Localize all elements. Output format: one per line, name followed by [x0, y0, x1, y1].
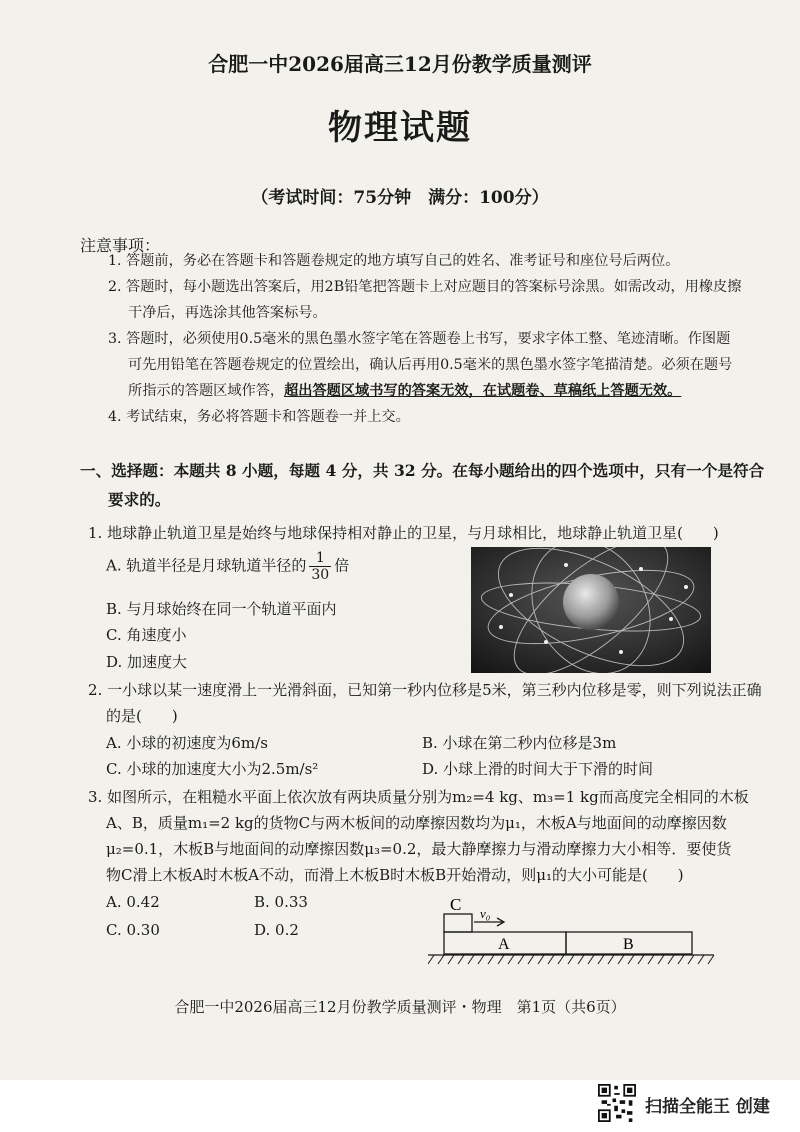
section-heading: [80, 456, 764, 514]
note-3-underlined: 超出答题区域书写的答案无效，在试题卷、草稿纸上答题无效。: [284, 383, 682, 399]
q2-option-c: C. 小球的加速度大小为2.5m/s²: [106, 760, 319, 778]
q2-stem-1: 2. 一小球以某一速度滑上一光滑斜面，已知第一秒内位移是5米，第三秒内位移是零，则下列说法正确: [88, 681, 762, 699]
notes-heading: 注意事项：: [80, 236, 161, 255]
subject-title: 物理试题: [328, 108, 472, 148]
note-1: 1. 答题前，务必在答题卡和答题卷规定的地方填写自己的姓名、准考证号和座位号后两位。: [108, 253, 680, 269]
label-b: B: [623, 936, 634, 953]
note-4: 4. 考试结束，务必将答题卡和答题卷一并上交。: [108, 409, 410, 425]
q2-stem-2: 的是( ): [106, 707, 178, 725]
q3-stem-4: 物C滑上木板A时木板A不动，而滑上木板B时木板B开始滑动，则μ₁的大小可能是( ): [106, 866, 684, 884]
qr-code-icon: [598, 1084, 636, 1122]
q2-option-d: D. 小球上滑的时间大于下滑的时间: [422, 760, 654, 778]
q3-board-diagram: [428, 892, 718, 974]
cargo-block-c: [444, 914, 472, 932]
q1-option-a-text: A. 轨道半径是月球轨道半径的: [106, 556, 307, 575]
page-footer: 合肥一中2026届高三12月份教学质量测评・物理 第1页（共6页）: [174, 998, 626, 1016]
q3-option-c: C. 0.30: [106, 921, 160, 939]
exam-info: （考试时间：75分钟 满分：100分）: [251, 188, 549, 208]
q2-option-a: A. 小球的初速度为6m/s: [106, 734, 268, 752]
fraction-denominator: 30: [311, 567, 330, 583]
q3-option-d: D. 0.2: [254, 921, 299, 939]
ground-hatching: [428, 955, 714, 964]
fraction-numerator: 1: [309, 550, 331, 567]
note-3-cont: 可先用铅笔在答题卷规定的位置绘出，确认后再用0.5毫米的黑色墨水签字笔描清楚。必须在题号: [128, 357, 733, 373]
q3-stem-1: 3. 如图所示，在粗糙水平面上依次放有两块质量分别为m₂=4 kg、m₃=1 kg而高度完全相同的木板: [88, 788, 749, 806]
note-3-text: 所指示的答题区域作答，: [128, 383, 285, 399]
q1-option-a-suffix: 倍: [334, 556, 350, 575]
q1-option-a: [106, 550, 349, 583]
q3-option-a: A. 0.42: [106, 893, 160, 911]
note-2-cont: 干净后，再选涂其他答案标号。: [128, 305, 327, 321]
label-c: C: [450, 895, 462, 914]
q3-stem-3: μ₂=0.1，木板B与地面间的动摩擦因数μ₃=0.2，最大静摩擦力与滑动摩擦力大小相等．要使货: [106, 840, 732, 858]
label-v0: v₀: [480, 906, 491, 921]
q3-option-b: B. 0.33: [254, 893, 308, 911]
q1-option-d: D. 加速度大: [106, 653, 188, 671]
note-3: 3. 答题时，必须使用0.5毫米的黑色墨水签字笔在答题卷上书写，要求字体工整、笔迹清晰。作图题: [108, 331, 731, 347]
section-line-2: 要求的。: [108, 490, 171, 509]
scanner-label: 扫描全能王 创建: [645, 1097, 770, 1117]
q2-option-b: B. 小球在第二秒内位移是3m: [422, 734, 617, 752]
exam-title: 合肥一中2026届高三12月份教学质量测评: [208, 52, 592, 76]
fraction: [309, 550, 331, 583]
note-3-cont2: [128, 378, 681, 405]
note-2: 2. 答题时，每小题选出答案后，用2B铅笔把答题卡上对应题目的答案标号涂黑。如需改动，用橡皮擦: [108, 279, 742, 295]
section-line-1: 一、选择题：本题共 8 小题，每题 4 分，共 32 分。在每小题给出的四个选项中，只有一个是符合: [80, 461, 765, 480]
q3-stem-2: A、B，质量m₁=2 kg的货物C与两木板间的动摩擦因数均为μ₁，木板A与地面间的动摩擦因数: [106, 814, 727, 832]
q1-option-c: C. 角速度小: [106, 626, 187, 644]
q1-stem: 1. 地球静止轨道卫星是始终与地球保持相对静止的卫星，与月球相比，地球静止轨道卫星( ): [88, 524, 719, 542]
satellite-orbit-image: [471, 547, 711, 673]
q1-option-b: B. 与月球始终在同一个轨道平面内: [106, 600, 337, 618]
label-a: A: [498, 936, 510, 953]
